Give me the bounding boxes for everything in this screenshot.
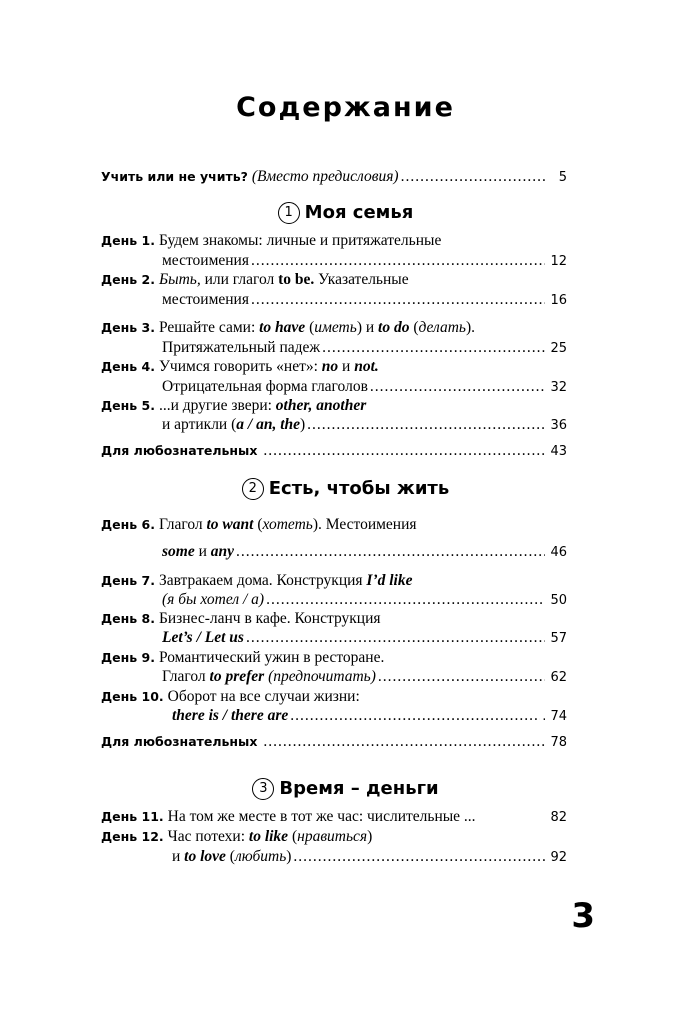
page-ref: 5 bbox=[558, 170, 567, 185]
toc-entry-day-1-cont bbox=[162, 252, 567, 270]
leader-dots bbox=[251, 252, 545, 270]
entry-text: местоимения bbox=[162, 252, 249, 269]
page-title: Содержание bbox=[236, 92, 455, 123]
entry-text: и bbox=[338, 358, 355, 375]
leader-dots bbox=[236, 543, 545, 561]
toc-entry-day-10[interactable] bbox=[101, 688, 567, 706]
entry-text: и bbox=[194, 543, 211, 560]
toc-entry-day-12[interactable] bbox=[101, 828, 567, 846]
section-heading-3 bbox=[0, 778, 691, 800]
toc-entry-day-4[interactable] bbox=[101, 358, 567, 376]
entry-term: to want bbox=[206, 516, 254, 533]
entry-text: Указательные bbox=[314, 271, 409, 288]
toc-entry-day-7-cont bbox=[162, 591, 567, 609]
toc-entry-day-4-cont bbox=[162, 378, 567, 396]
entry-term: to love bbox=[184, 848, 226, 865]
entry-text: иметь bbox=[314, 319, 357, 336]
toc-entry-day-10-cont bbox=[172, 707, 567, 725]
entry-text: ) bbox=[300, 416, 306, 433]
toc-entry-day-2[interactable] bbox=[101, 271, 567, 289]
page-ref: 25 bbox=[550, 341, 567, 356]
section-number-1: 1 bbox=[278, 202, 300, 224]
page-ref: 62 bbox=[550, 670, 567, 685]
entry-text: ( bbox=[253, 516, 263, 533]
section-title-1: Моя семья bbox=[304, 202, 414, 223]
entry-term: a / an, the bbox=[236, 416, 300, 433]
entry-term: some bbox=[162, 543, 195, 560]
leader-dots bbox=[263, 733, 545, 751]
entry-term: no bbox=[321, 358, 339, 375]
toc-entry-day-5-cont bbox=[162, 416, 567, 434]
entry-text: Учимся говорить «нет»: bbox=[158, 358, 322, 375]
entry-text: местоимения bbox=[162, 291, 249, 308]
extra-label: Для любознательных bbox=[101, 734, 258, 749]
toc-entry-day-12-cont bbox=[172, 848, 567, 866]
page-ref: 46 bbox=[550, 545, 567, 560]
day-label: День 10. bbox=[101, 689, 164, 704]
entry-term: there is / there are bbox=[172, 707, 289, 724]
toc-entry-day-8[interactable] bbox=[101, 610, 567, 628]
entry-text: Глагол bbox=[158, 516, 207, 533]
toc-entry-extra-1[interactable] bbox=[101, 442, 567, 460]
entry-text: (я бы хотел / а) bbox=[162, 591, 265, 608]
entry-text: На том же месте в тот же час: числительные ... bbox=[167, 808, 476, 825]
entry-term: to do bbox=[378, 319, 410, 336]
entry-term: to like bbox=[248, 828, 289, 845]
leader-dots bbox=[246, 629, 545, 647]
entry-term: any bbox=[210, 543, 235, 560]
entry-text: и bbox=[172, 848, 185, 865]
day-label: День 7. bbox=[101, 573, 155, 588]
entry-text: нравиться bbox=[297, 828, 368, 845]
page-ref: 16 bbox=[550, 293, 567, 308]
section-title-2: Есть, чтобы жить bbox=[268, 478, 450, 499]
page-ref: 43 bbox=[550, 444, 567, 459]
entry-text: ). bbox=[465, 319, 476, 336]
entry-term: I’d like bbox=[366, 572, 413, 589]
toc-entry-day-2-cont bbox=[162, 291, 567, 309]
day-label: День 1. bbox=[101, 233, 155, 248]
entry-term: to be. bbox=[278, 271, 315, 288]
entry-text: или глагол bbox=[200, 271, 279, 288]
leader-dots bbox=[378, 668, 545, 686]
entry-text: Отрицательная форма глаголов bbox=[162, 378, 368, 395]
entry-text: ) и bbox=[356, 319, 379, 336]
leader-dots bbox=[251, 291, 545, 309]
toc-entry-day-7[interactable] bbox=[101, 572, 567, 590]
leader-dots bbox=[401, 168, 545, 186]
intro-subtitle: (Вместо предисловия) bbox=[251, 168, 399, 185]
section-number-2: 2 bbox=[242, 478, 264, 500]
day-label: День 6. bbox=[101, 517, 155, 532]
leader-dots bbox=[307, 416, 545, 434]
entry-text: Быть, bbox=[158, 271, 201, 288]
page-ref: 32 bbox=[550, 380, 567, 395]
extra-label: Для любознательных bbox=[101, 443, 258, 458]
leader-dots bbox=[290, 707, 540, 725]
page-ref: 92 bbox=[550, 850, 567, 865]
entry-text: Глагол bbox=[162, 668, 210, 685]
entry-text: ...и другие звери: bbox=[158, 397, 276, 414]
entry-term: Let’s / Let us bbox=[162, 629, 244, 646]
day-label: День 4. bbox=[101, 359, 155, 374]
entry-term: not. bbox=[354, 358, 379, 375]
toc-entry-day-8-cont bbox=[162, 629, 567, 647]
day-label: День 5. bbox=[101, 398, 155, 413]
page-ref: 50 bbox=[550, 593, 567, 608]
entry-term: to have bbox=[259, 319, 306, 336]
toc-entry-intro[interactable] bbox=[101, 168, 567, 186]
toc-entry-day-9[interactable] bbox=[101, 649, 567, 667]
entry-text: ) bbox=[367, 828, 373, 845]
day-label: День 8. bbox=[101, 611, 155, 626]
entry-text: Притяжательный падеж bbox=[162, 339, 321, 356]
leader-dots bbox=[293, 848, 545, 866]
toc-entry-day-6-cont bbox=[162, 543, 567, 561]
page-ref: . 74 bbox=[542, 709, 567, 724]
entry-text: ( bbox=[305, 319, 315, 336]
entry-text: Бизнес-ланч в кафе. Конструкция bbox=[158, 610, 381, 627]
page-ref: 82 bbox=[550, 810, 567, 825]
entry-text: Час потехи: bbox=[167, 828, 249, 845]
entry-text: (предпочитать) bbox=[264, 668, 376, 685]
entry-term: other, another bbox=[275, 397, 367, 414]
toc-entry-day-11[interactable] bbox=[101, 808, 567, 826]
page-ref: 78 bbox=[550, 735, 567, 750]
entry-text: ). Местоимения bbox=[312, 516, 417, 533]
toc-entry-day-1[interactable] bbox=[101, 232, 567, 250]
toc-entry-day-6[interactable] bbox=[101, 516, 567, 534]
leader-dots bbox=[322, 339, 545, 357]
entry-text: Романтический ужин в ресторане. bbox=[158, 649, 385, 666]
page-number: 3 bbox=[571, 896, 595, 936]
page-ref: 12 bbox=[550, 254, 567, 269]
entry-text: хотеть bbox=[262, 516, 313, 533]
entry-text: ) bbox=[286, 848, 292, 865]
entry-text: Будем знакомы: личные и притяжательные bbox=[158, 232, 442, 249]
entry-term: to prefer bbox=[209, 668, 265, 685]
entry-text: и артикли ( bbox=[162, 416, 237, 433]
day-label: День 12. bbox=[101, 829, 164, 844]
day-label: День 2. bbox=[101, 272, 155, 287]
leader-dots bbox=[370, 378, 545, 396]
day-label: День 3. bbox=[101, 320, 155, 335]
toc-entry-day-9-cont bbox=[162, 668, 567, 686]
page-ref: 36 bbox=[550, 418, 567, 433]
entry-text: ( bbox=[288, 828, 298, 845]
toc-entry-extra-2[interactable] bbox=[101, 733, 567, 751]
entry-text: Оборот на все случаи жизни: bbox=[167, 688, 360, 705]
leader-dots bbox=[263, 442, 545, 460]
entry-text: ( bbox=[225, 848, 235, 865]
toc-entry-day-5[interactable] bbox=[101, 397, 567, 415]
entry-text: Завтракаем дома. Конструкция bbox=[158, 572, 367, 589]
day-label: День 11. bbox=[101, 809, 164, 824]
leader-dots bbox=[266, 591, 545, 609]
page-ref: 57 bbox=[550, 631, 567, 646]
day-label: День 9. bbox=[101, 650, 155, 665]
section-number-3: 3 bbox=[252, 778, 274, 800]
entry-text: любить bbox=[234, 848, 287, 865]
intro-title: Учить или не учить? bbox=[101, 169, 248, 184]
toc-entry-day-3[interactable] bbox=[101, 319, 567, 337]
section-title-3: Время – деньги bbox=[279, 778, 439, 799]
toc-entry-day-3-cont bbox=[162, 339, 567, 357]
section-heading-2 bbox=[0, 478, 691, 500]
entry-text: Решайте сами: bbox=[158, 319, 260, 336]
entry-text: делать bbox=[418, 319, 466, 336]
entry-text: ( bbox=[409, 319, 419, 336]
section-heading-1 bbox=[0, 202, 691, 224]
